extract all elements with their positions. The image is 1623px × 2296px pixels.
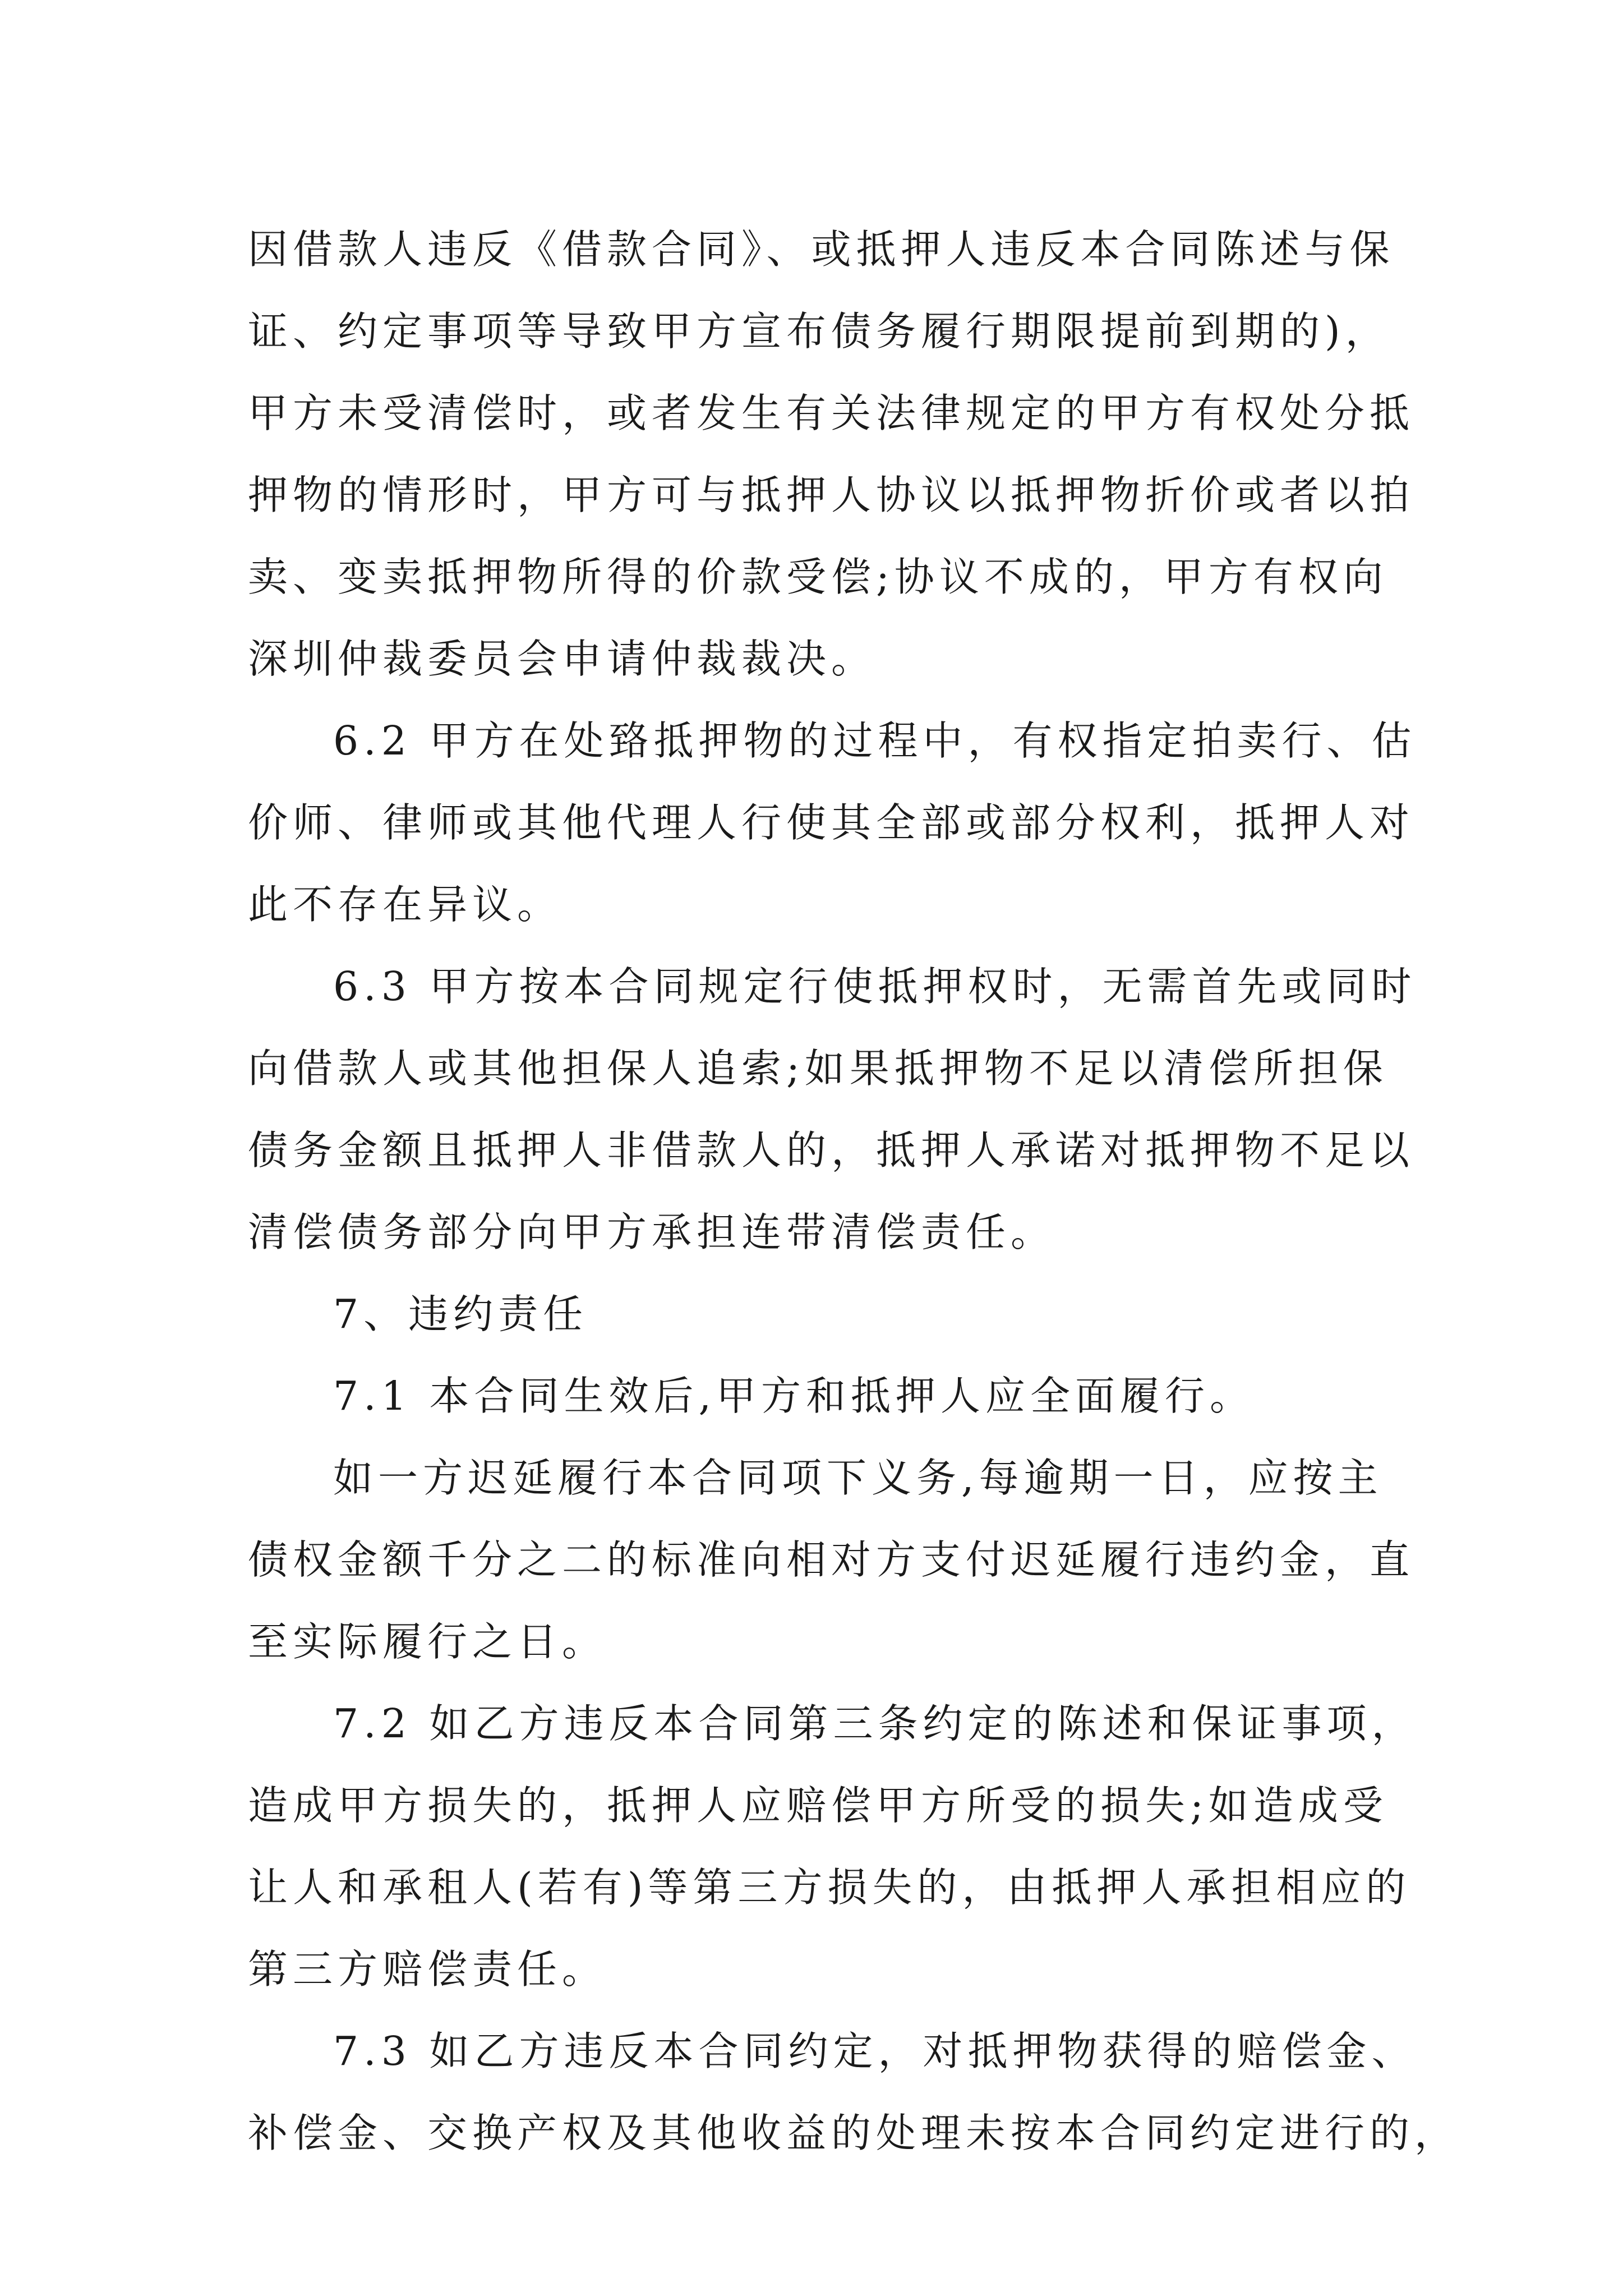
text-line: 第三方赔偿责任。 [248, 1946, 607, 1993]
text-line: 押物的情形时，甲方可与抵押人协议以抵押物折价或者以拍 [248, 472, 1415, 518]
text-line: 债权金额千分之二的标准向相对方支付迟延履行违约金，直 [248, 1536, 1415, 1583]
clause-7-1-line: 7.1 本合同生效后,甲方和抵押人应全面履行。 [333, 1373, 1255, 1419]
text-line: 深圳仲裁委员会申请仲裁裁决。 [248, 636, 877, 682]
contract-body-text [248, 209, 1460, 2174]
clause-7-2-heading-line: 7.2 如乙方违反本合同第三条约定的陈述和保证事项， [333, 1700, 1417, 1747]
clause-6-2-heading-line: 6.2 甲方在处臵抵押物的过程中，有权指定拍卖行、估 [333, 717, 1417, 764]
section-7-heading: 7、违约责任 [333, 1291, 588, 1337]
paragraph-start-line: 如一方迟延履行本合同项下义务,每逾期一日，应按主 [333, 1455, 1383, 1501]
text-line: 清偿债务部分向甲方承担连带清偿责任。 [248, 1209, 1056, 1255]
text-line: 造成甲方损失的，抵押人应赔偿甲方所受的损失;如造成受 [248, 1782, 1388, 1829]
text-line: 证、约定事项等导致甲方宣布债务履行期限提前到期的)， [248, 308, 1390, 355]
text-line: 卖、变卖抵押物所得的价款受偿;协议不成的，甲方有权向 [248, 554, 1388, 600]
text-line: 补偿金、交换产权及其他收益的处理未按本合同约定进行的， [248, 2110, 1460, 2156]
text-line: 价师、律师或其他代理人行使其全部或部分权利，抵押人对 [248, 799, 1415, 846]
text-line: 向借款人或其他担保人追索;如果抵押物不足以清偿所担保 [248, 1045, 1388, 1092]
text-line: 此不存在异议。 [248, 881, 562, 928]
text-line: 让人和承租人(若有)等第三方损失的，由抵押人承担相应的 [248, 1864, 1411, 1911]
text-line: 债务金额且抵押人非借款人的，抵押人承诺对抵押物不足以 [248, 1127, 1415, 1174]
text-line: 因借款人违反《借款合同》、或抵押人违反本合同陈述与保 [248, 226, 1395, 273]
clause-7-3-heading-line: 7.3 如乙方违反本合同约定，对抵押物获得的赔偿金、 [333, 2028, 1417, 2074]
text-line: 甲方未受清偿时，或者发生有关法律规定的甲方有权处分抵 [248, 390, 1415, 436]
clause-6-3-heading-line: 6.3 甲方按本合同规定行使抵押权时，无需首先或同时 [333, 963, 1417, 1010]
text-line: 至实际履行之日。 [248, 1618, 607, 1665]
